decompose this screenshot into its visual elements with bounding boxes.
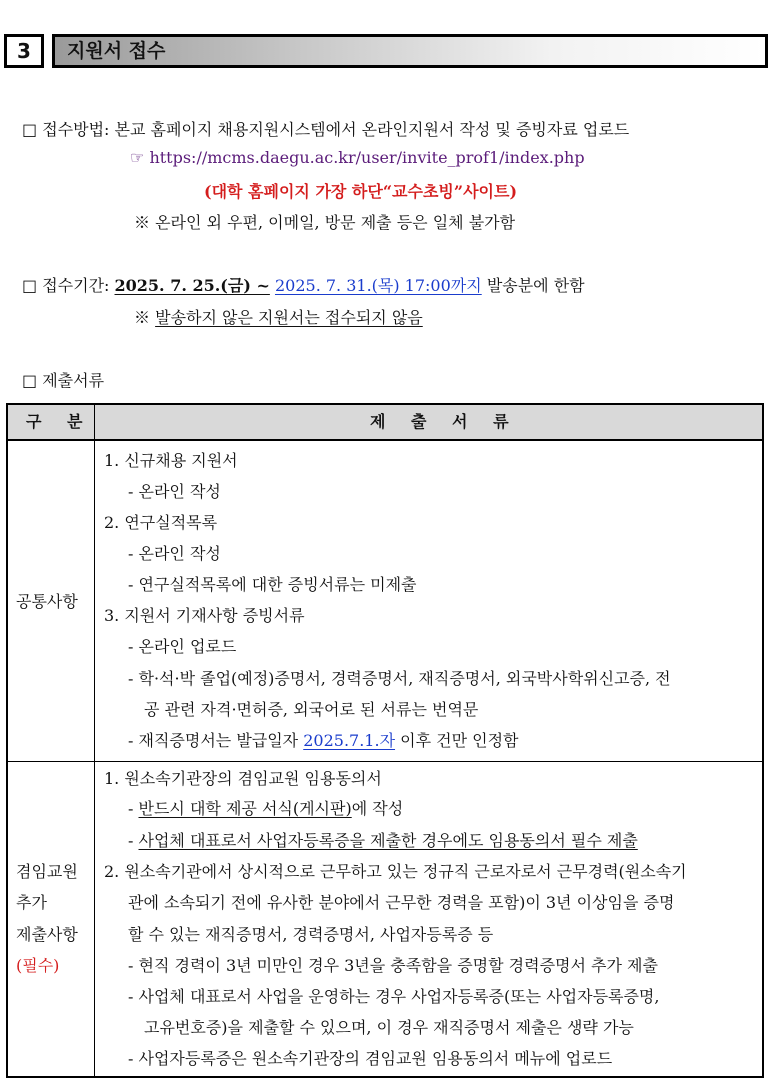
common-category: 공통사항 [16, 592, 78, 611]
dash: - [128, 831, 139, 850]
dual-category-line: 추가 [16, 893, 47, 912]
form-note: 반드시 대학 제공 서식(게시판) [138, 799, 352, 818]
period-notice [134, 305, 423, 328]
list-item [128, 831, 638, 851]
list-item: - 온라인 작성 [128, 544, 221, 563]
mandatory-note: 사업체 대표로서 사업자등록증을 제출한 경우에도 임용동의서 필수 제출 [138, 831, 638, 850]
pointing-hand-icon: ☞ [130, 148, 145, 167]
section-number: 3 [4, 34, 44, 68]
section-title: 지원서 접수 [67, 40, 166, 62]
list-item: - 연구실적목록에 대한 증빙서류는 미제출 [128, 575, 417, 594]
list-item: 고유번호증)을 제출할 수 있으며, 이 경우 재직증명서 제출은 생략 가능 [144, 1018, 634, 1037]
list-item [128, 799, 403, 819]
site-note: (대학 홈페이지 가장 하단“교수초빙”사이트) [204, 182, 518, 201]
list-item [128, 731, 519, 751]
row-divider [8, 761, 762, 762]
list-item: - 학·석·박 졸업(예정)증명서, 경력증명서, 재직증명서, 외국박사학위신고증, 전 [128, 669, 671, 688]
list-item: 3. 지원서 기재사항 증빙서류 [104, 606, 305, 625]
list-item: 2. 연구실적목록 [104, 513, 218, 532]
issue-date-value: 2025.7.1.자 [303, 731, 396, 750]
header-documents: 제 출 서 류 [370, 412, 519, 431]
period-row [22, 273, 585, 296]
documents-table [6, 403, 764, 1078]
list-item: 2. 원소속기관에서 상시적으로 근무하고 있는 정규직 근로자로서 근무경력(원소속기 [104, 862, 687, 881]
application-url-link[interactable]: https://mcms.daegu.ac.kr/user/invite_prof1/index.php [149, 148, 585, 167]
url-row [130, 148, 585, 167]
dual-category-line: 겸임교원 [16, 862, 78, 881]
list-item: - 사업체 대표로서 사업을 운영하는 경우 사업자등록증(또는 사업자등록증명, [128, 987, 660, 1006]
column-divider [94, 405, 95, 1076]
list-item: 할 수 있는 재직증명서, 경력증명서, 사업자등록증 등 [128, 925, 494, 944]
issue-date-suffix: 이후 건만 인정함 [400, 731, 519, 750]
header-category: 구 분 [26, 412, 93, 431]
list-item: - 온라인 업로드 [128, 637, 237, 656]
period-notice-text: 발송하지 않은 지원서는 접수되지 않음 [155, 308, 423, 327]
method-text: 본교 홈페이지 채용지원시스템에서 온라인지원서 작성 및 증빙자료 업로드 [114, 120, 630, 139]
period-label: □ 접수기간: [22, 276, 110, 295]
dual-category-line: 제출사항 [16, 925, 78, 944]
list-item: - 사업자등록증은 원소속기관장의 겸임교원 임용동의서 메뉴에 업로드 [128, 1049, 613, 1068]
list-item: 1. 원소속기관장의 겸임교원 임용동의서 [104, 769, 382, 788]
section-title-bar [52, 34, 768, 68]
list-item: 관에 소속되기 전에 유사한 분야에서 근무한 경력을 포함)이 3년 이상임을 증명 [128, 893, 675, 912]
period-start: 2025. 7. 25.(금) ~ [114, 276, 270, 295]
dual-category-required: (필수) [16, 956, 60, 975]
docs-label: □ 제출서류 [22, 371, 105, 390]
form-note-suffix: 에 작성 [351, 799, 404, 818]
list-item: 1. 신규채용 지원서 [104, 451, 238, 470]
table-header [8, 405, 762, 441]
list-item: 공 관련 자격·면허증, 외국어로 된 서류는 번역문 [144, 700, 479, 719]
period-notice-mark: ※ [134, 308, 151, 327]
list-item: - 온라인 작성 [128, 482, 221, 501]
period-end: 2025. 7. 31.(목) 17:00까지 [274, 276, 482, 295]
list-item: - 현직 경력이 3년 미만인 경우 3년을 충족함을 증명할 경력증명서 추가 제출 [128, 956, 658, 975]
method-notice: ※ 온라인 외 우편, 이메일, 방문 제출 등은 일체 불가함 [134, 213, 516, 232]
dash: - [128, 799, 139, 818]
method-label: □ 접수방법: [22, 120, 110, 139]
method-row [22, 117, 629, 140]
issue-date-text: - 재직증명서는 발급일자 [128, 731, 299, 750]
period-suffix: 발송분에 한함 [486, 276, 585, 295]
